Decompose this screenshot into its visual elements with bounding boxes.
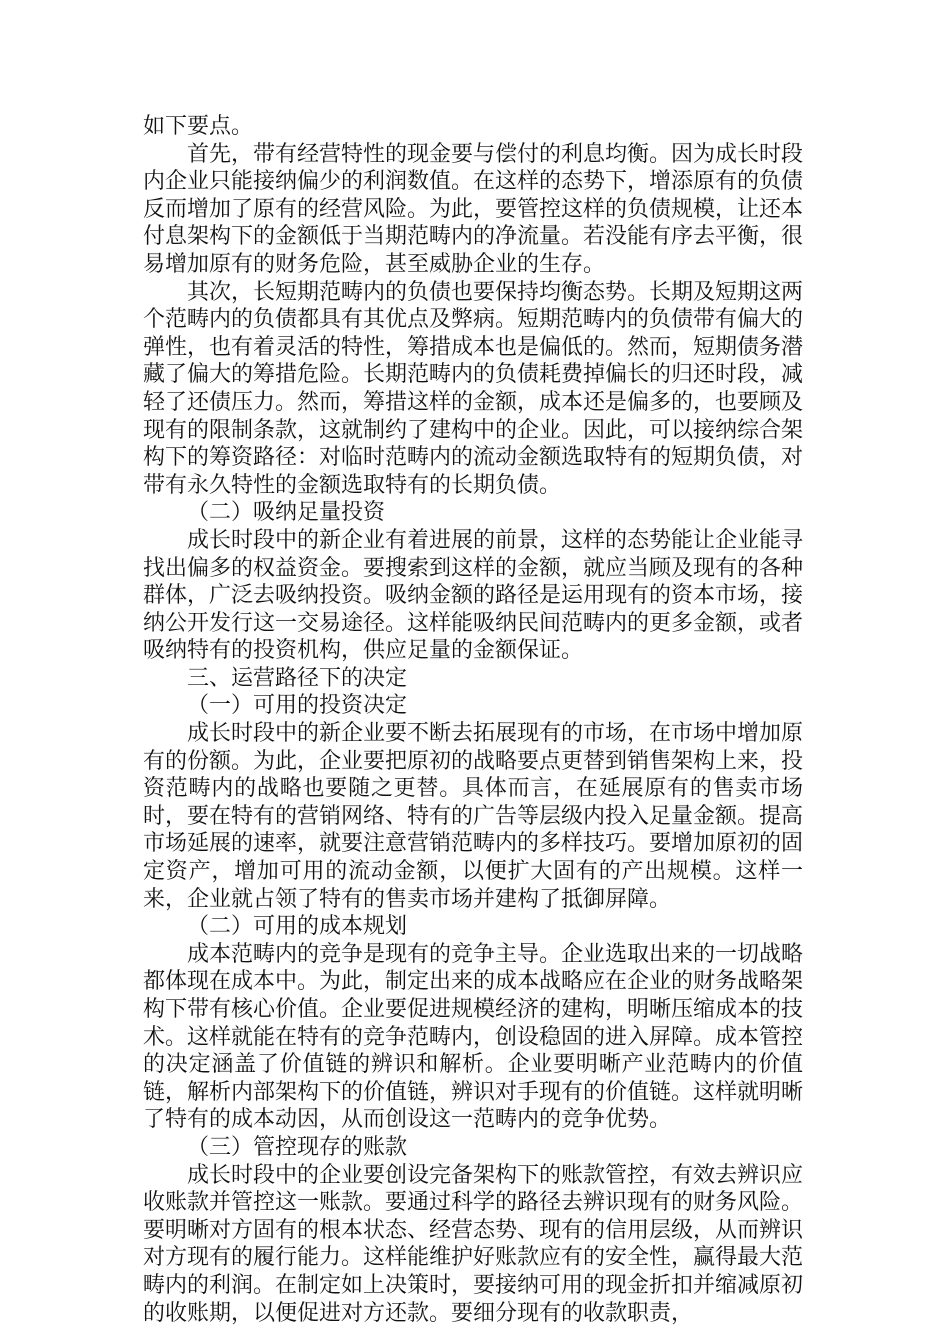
- section-heading-cost-planning: （二）可用的成本规划: [187, 914, 408, 940]
- section-heading-investment-decision: （一）可用的投资决定: [187, 693, 408, 719]
- paragraph-intro: 如下要点。: [143, 114, 254, 139]
- paragraph-attract-investment: 成长时段中的新企业有着进展的前景，这样的态势能让企业能寻找出偏多的权益资金。要搜索到这样的金额，就应当顾及现有的各种群体，广泛去吸纳投资。吸纳金额的路径是运用现有的资本市场，接纳公开发行这一交易途径。这样能吸纳民间范畴内的更多金额，或者吸纳特有的投资机构，供应足量的金额保证。: [143, 527, 804, 664]
- section-heading-accounts-control: （三）管控现存的账款: [187, 1134, 408, 1160]
- paragraph-investment-decision: 成长时段中的新企业要不断去拓展现有的市场，在市场中增加原有的份额。为此，企业要把原初的战略要点更替到销售架构上来，投资范畴内的战略也要随之更替。具体而言，在延展原有的售卖市场时，要在特有的营销网络、特有的广告等层级内投入足量金额。提高市场延展的速率，就要注意营销范畴内的多样技巧。要增加原初的固定资产，增加可用的流动金额，以便扩大固有的产出规模。这样一来，企业就占领了特有的售卖市场并建构了抵御屏障。: [143, 721, 804, 912]
- document-body: [143, 113, 803, 1327]
- section-heading-attract-investment: （二）吸纳足量投资: [187, 500, 386, 526]
- paragraph-accounts-control: 成长时段中的企业要创设完备架构下的账款管控，有效去辨识应收账款并管控这一账款。要通过科学的路径去辨识现有的财务风险。要明晰对方固有的根本状态、经营态势、现有的信用层级，从而辨识对方现有的履行能力。这样能维护好账款应有的安全性，赢得最大范畴内的利润。在制定如上决策时，要接纳可用的现金折扣并缩减原初的收账期，以便促进对方还款。要细分现有的收款职责，: [143, 1162, 804, 1326]
- section-heading-operations: 三、运营路径下的决定: [187, 665, 408, 691]
- paragraph-first-point: 首先，带有经营特性的现金要与偿付的利息均衡。因为成长时段内企业只能接纳偏少的利润数值。在这样的态势下，增添原有的负债反而增加了原有的经营风险。为此，要管控这样的负债规模，让还本付息架构下的金额低于当期范畴内的净流量。若没能有序去平衡，很易增加原有的财务危险，甚至威胁企业的生存。: [143, 141, 804, 277]
- paragraph-cost-planning: 成本范畴内的竞争是现有的竞争主导。企业选取出来的一切战略都体现在成本中。为此，制定出来的成本战略应在企业的财务战略架构下带有核心价值。企业要促进规模经济的建构，明晰压缩成本的技术。这样就能在特有的竞争范畴内，创设稳固的进入屏障。成本管控的决定涵盖了价值链的辨识和解析。企业要明晰产业范畴内的价值链，解析内部架构下的价值链，辨识对手现有的价值链。这样就明晰了特有的成本动因，从而创设这一范畴内的竞争优势。: [143, 941, 804, 1133]
- paragraph-second-point: 其次，长短期范畴内的负债也要保持均衡态势。长期及短期这两个范畴内的负债都具有其优点及弊病。短期范畴内的负债带有偏大的弹性，也有着灵活的特性，筹措成本也是偏低的。然而，短期债务潜藏了偏大的筹措危险。长期范畴内的负债耗费掉偏长的归还时段，减轻了还债压力。然而，筹措这样的金额，成本还是偏多的，也要顾及现有的限制条款，这就制约了建构中的企业。因此，可以接纳综合架构下的筹资路径：对临时范畴内的流动金额选取特有的短期负债，对带有永久特性的金额选取特有的长期负债。: [143, 279, 804, 498]
